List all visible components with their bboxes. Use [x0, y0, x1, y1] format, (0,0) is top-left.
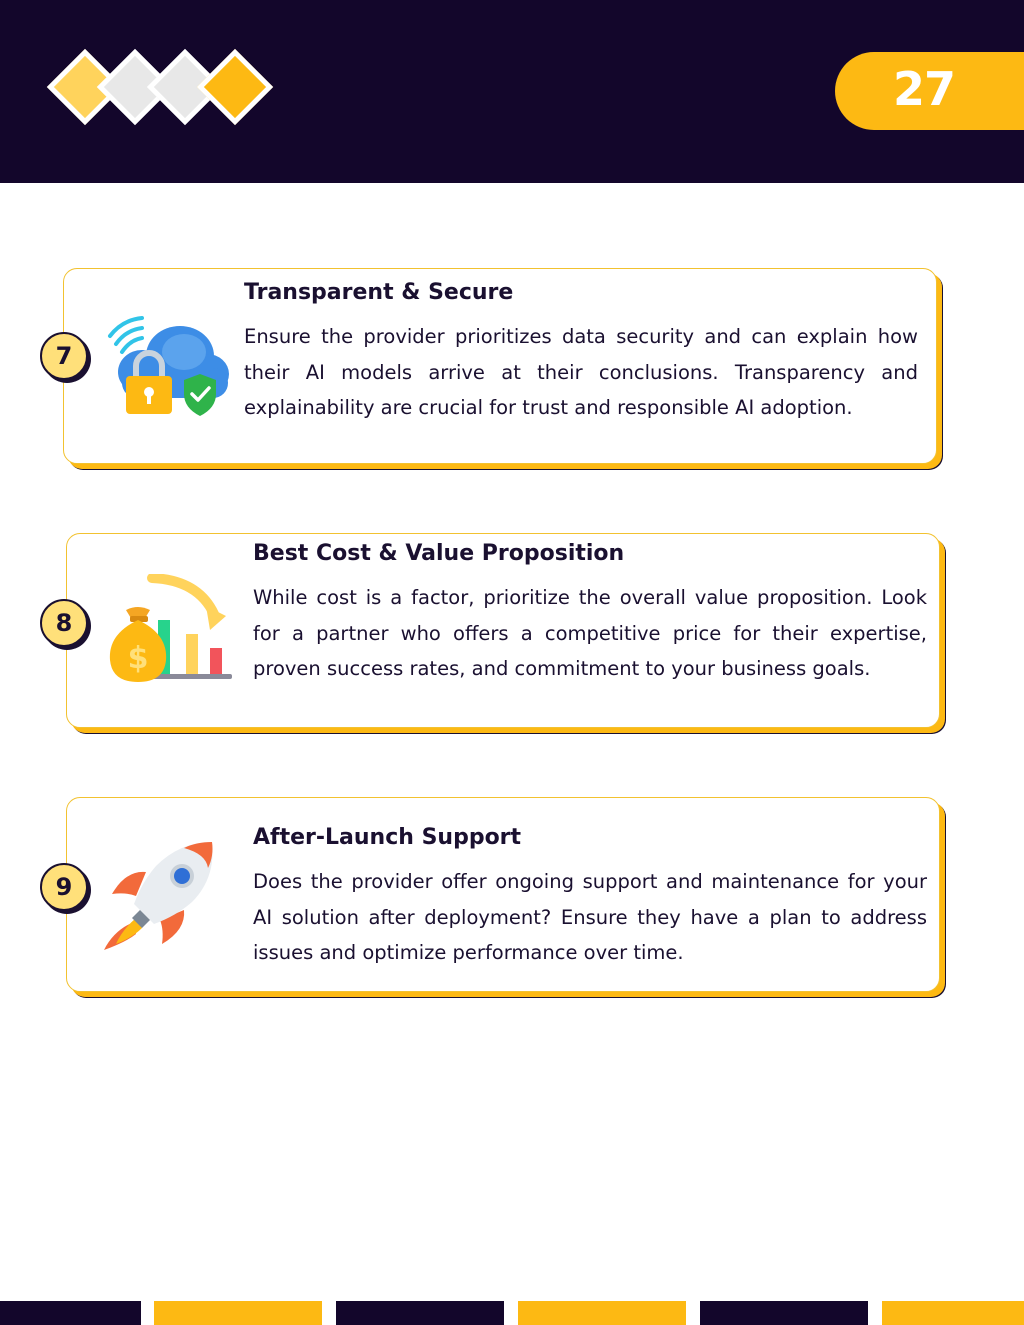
- card-title: Best Cost & Value Proposition: [253, 541, 625, 566]
- card-number-badge: 9: [40, 863, 88, 911]
- footer-bar: [154, 1301, 322, 1325]
- card-number-badge: 7: [40, 332, 88, 380]
- svg-text:$: $: [127, 641, 149, 676]
- four-diamonds-icon: [46, 52, 286, 132]
- money-bag-chart-icon: [106, 574, 234, 686]
- footer-bar: [518, 1301, 686, 1325]
- card-body: Does the provider offer ongoing support and maintenance for your AI solution after deployment? Ensure they have a plan to address issues and optimize performance over time.: [253, 870, 927, 964]
- card-body: While cost is a factor, prioritize the overall value proposition. Look for a partner who offers a competitive price for their expertise, proven success rates, and commitment to your business goals.: [253, 586, 927, 680]
- page-number-badge: [835, 52, 1024, 130]
- card-title: After-Launch Support: [253, 825, 522, 850]
- footer-bar: [336, 1301, 504, 1325]
- page-number: 27: [893, 62, 956, 116]
- footer-bar: [882, 1301, 1024, 1325]
- rocket-icon: [100, 838, 220, 956]
- page-header: [0, 0, 1024, 183]
- cloud-lock-shield-icon: [102, 312, 234, 420]
- card-body: Ensure the provider prioritizes data security and can explain how their AI models arrive at their conclusions. Transparency and explainability are crucial for trust and responsible AI adoption.: [244, 325, 918, 419]
- card-title: Transparent & Secure: [244, 280, 514, 305]
- card-number-badge: 8: [40, 599, 88, 647]
- footer-bar: [0, 1301, 141, 1325]
- footer-bar: [700, 1301, 868, 1325]
